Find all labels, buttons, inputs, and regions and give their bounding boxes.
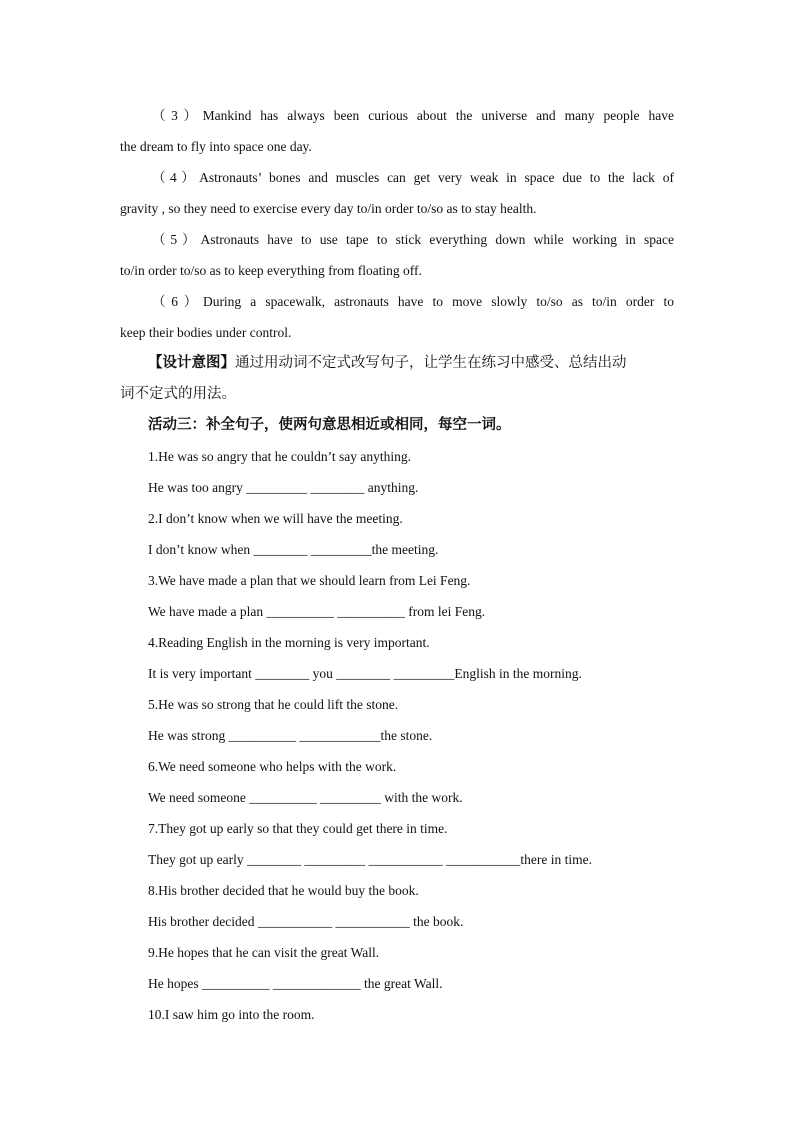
exercise-answer: He was strong __________ ____________the stone. — [148, 728, 433, 743]
text-line: keep their bodies under control. — [120, 325, 292, 340]
exercise-question: 6.We need someone who helps with the work. — [148, 759, 397, 774]
design-intent-text: 通过用动词不定式改写句子，让学生在练习中感受、总结出动 — [235, 355, 627, 371]
text-line: （6）During a spacewalk, astronauts have to move slowly to/so as to/in order to — [152, 294, 674, 309]
activity-title: 活动三：补全句子，使两句意思相近或相同，每空一词。 — [148, 417, 511, 433]
text-line: to/in order to/so as to keep everything from floating off. — [120, 263, 422, 278]
paragraph-3 — [120, 100, 674, 162]
exercise-question: 9.He hopes that he can visit the great Wall. — [148, 945, 380, 960]
exercise-answer: We have made a plan __________ __________ from lei Feng. — [148, 604, 486, 619]
exercise-question: 1.He was so angry that he couldn’t say anything. — [148, 449, 411, 464]
exercise-answer: He was too angry _________ ________ anything. — [148, 480, 419, 495]
exercise-answer: His brother decided ___________ ___________ the book. — [148, 914, 464, 929]
paragraph-4 — [120, 162, 674, 224]
exercise-question: 8.His brother decided that he would buy the book. — [148, 883, 419, 898]
exercise-question: 7.They got up early so that they could get there in time. — [148, 821, 448, 836]
exercise-question: 5.He was so strong that he could lift the stone. — [148, 697, 399, 712]
text-line: （3）Mankind has always been curious about the universe and many people have — [152, 108, 674, 123]
exercise-question: 10.I saw him go into the room. — [148, 1007, 315, 1022]
text-line: gravity , so they need to exercise every day to/in order to/so as to stay health. — [120, 201, 537, 216]
exercise-answer: They got up early ________ _________ ___________ ___________there in time. — [148, 852, 592, 867]
text-line: （4）Astronauts’ bones and muscles can get very weak in space due to the lack of — [152, 170, 674, 185]
design-intent-line: 词不定式的用法。 — [120, 386, 236, 402]
exercise-question: 2.I don’t know when we will have the meeting. — [148, 511, 403, 526]
paragraph-6 — [120, 286, 674, 348]
text-line: the dream to fly into space one day. — [120, 139, 312, 154]
exercise-answer: It is very important ________ you ________ _________English in the morning. — [148, 666, 582, 681]
design-intent-label: 【设计意图】 — [148, 355, 235, 371]
design-intent — [120, 348, 674, 410]
exercise-list — [120, 441, 674, 1030]
paragraph-5 — [120, 224, 674, 286]
document-content — [120, 100, 674, 1030]
exercise-question: 4.Reading English in the morning is very important. — [148, 635, 430, 650]
exercise-answer: We need someone __________ _________ with the work. — [148, 790, 463, 805]
design-intent-line — [120, 348, 674, 379]
text-line: （5）Astronauts have to use tape to stick everything down while working in space — [152, 232, 674, 247]
exercise-answer: I don’t know when ________ _________the meeting. — [148, 542, 439, 557]
exercise-question: 3.We have made a plan that we should learn from Lei Feng. — [148, 573, 471, 588]
exercise-answer: He hopes __________ _____________ the great Wall. — [148, 976, 443, 991]
